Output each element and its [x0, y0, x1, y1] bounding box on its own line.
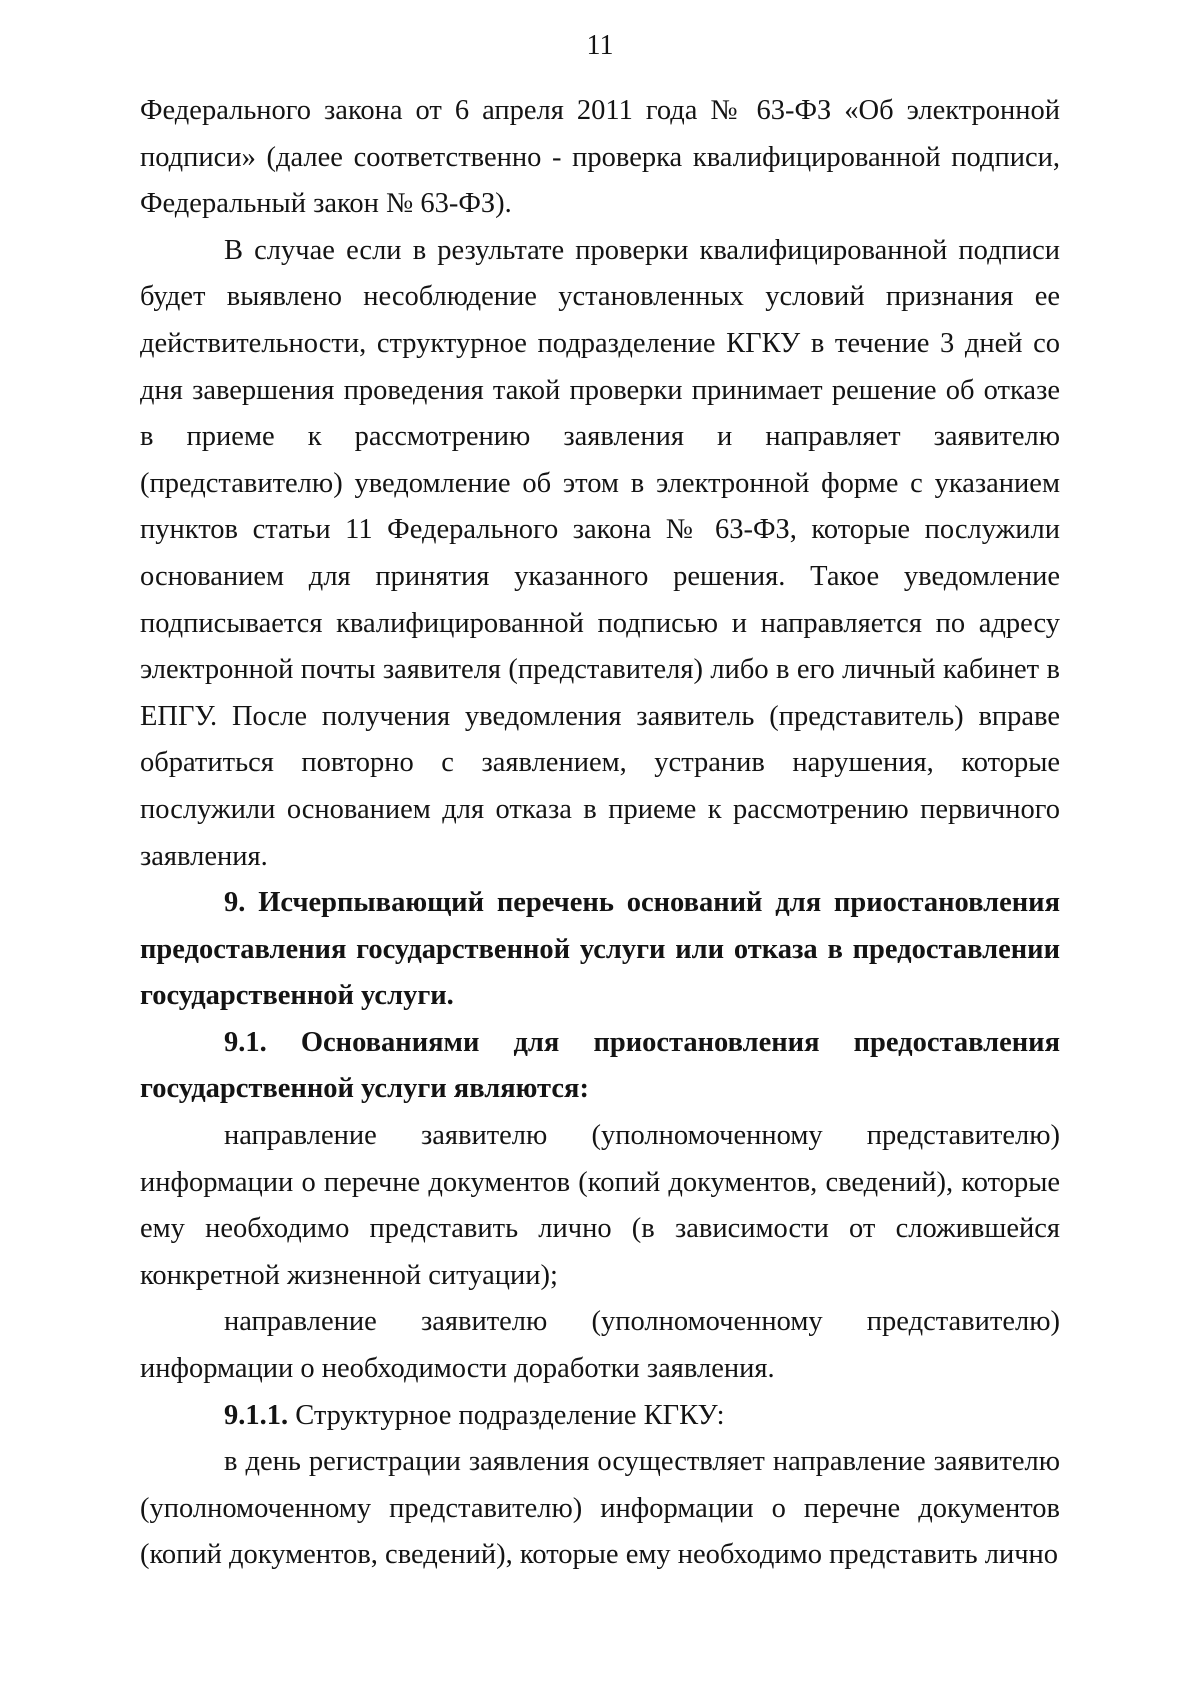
section-heading-9: 9. Исчерпывающий перечень оснований для приостановления предоставления государственной услуги или отказа в предоставлении государственной услуги.: [140, 887, 1060, 1012]
paragraph-registration-day: в день регистрации заявления осуществляет направление заявителю (уполномоченному представителю) информации о перечне документов (копий документов, сведений), которые ему необходимо представить лично: [140, 1446, 1060, 1571]
section-heading-9-1: 9.1. Основаниями для приостановления предоставления государственной услуги являются:: [140, 1026, 1060, 1105]
paragraph-ground-documents: направление заявителю (уполномоченному представителю) информации о перечне документов (копий документов, сведений), которые ему необходимо представить лично (в зависимости от сложившейся конкретной жизненной ситуации);: [140, 1120, 1060, 1291]
document-body: [140, 88, 1060, 1579]
page-number: 11: [586, 30, 614, 61]
paragraph-continuation: Федерального закона от 6 апреля 2011 года № 63-ФЗ «Об электронной подписи» (далее соответственно - проверка квалифицированной подписи, Федеральный закон № 63-ФЗ).: [140, 95, 1060, 220]
paragraph-9-1-1: [140, 1393, 1060, 1440]
clause-number: 9.1.1.: [224, 1399, 289, 1431]
clause-text: Структурное подразделение КГКУ:: [288, 1399, 725, 1431]
paragraph-signature-check: В случае если в результате проверки квалифицированной подписи будет выявлено несоблюдение установленных условий признания ее действительности, структурное подразделение КГКУ в течение 3 дней со дня завершения проведения такой проверки принимает решение об отказе в приеме к рассмотрению заявления и направляет заявителю (представителю) уведомление об этом в электронной форме с указанием пунктов статьи 11 Федерального закона № 63-ФЗ, которые послужили основанием для принятия указанного решения. Такое уведомление подписывается квалифицированной подписью и направляется по адресу электронной почты заявителя (представителя) либо в его личный кабинет в ЕПГУ. После получения уведомления заявитель (представитель) вправе обратиться повторно с заявлением, устранив нарушения, которые послужили основанием для отказа в приеме к рассмотрению первичного заявления.: [140, 234, 1060, 872]
paragraph-ground-revision: направление заявителю (уполномоченному представителю) информации о необходимости доработки заявления.: [140, 1306, 1060, 1385]
